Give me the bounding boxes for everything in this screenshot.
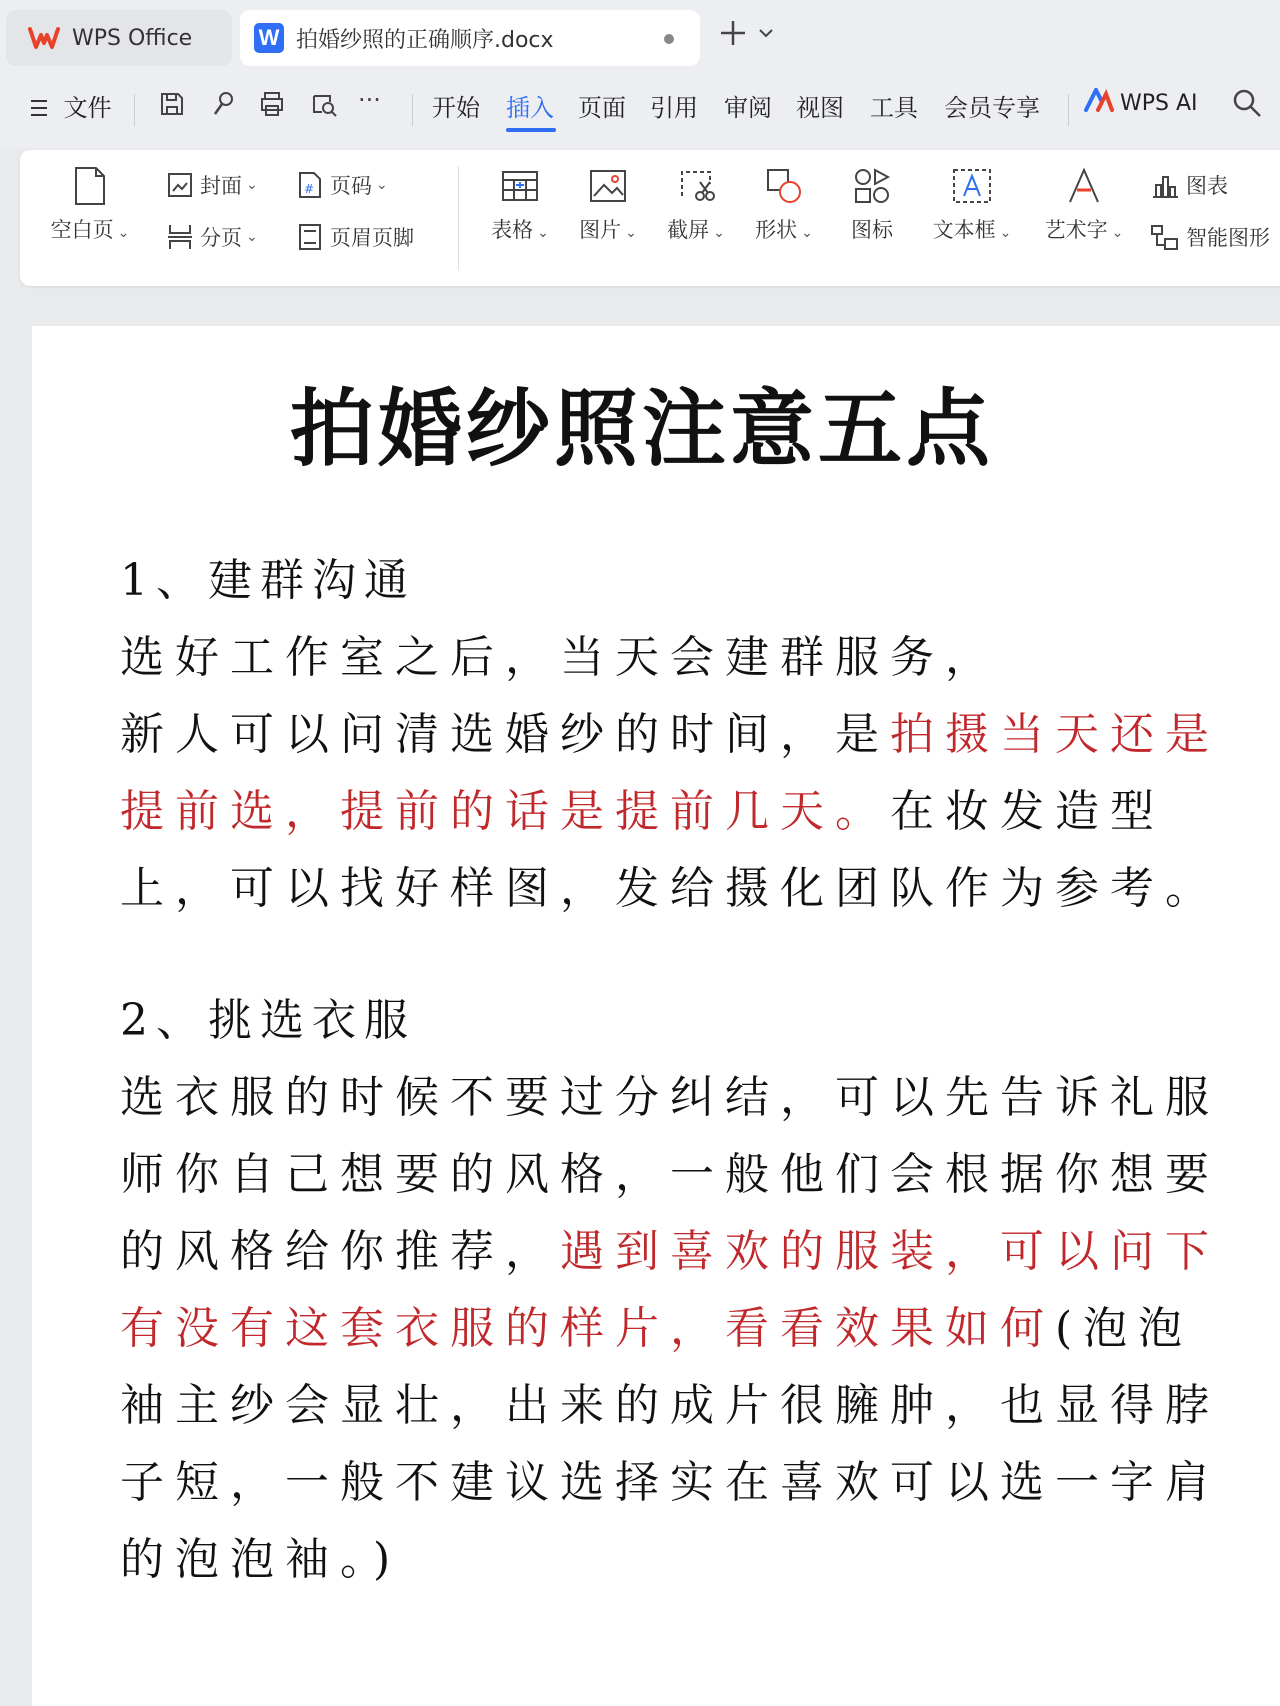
screenshot-button[interactable]	[660, 166, 732, 244]
divider	[458, 166, 459, 270]
divider	[134, 94, 135, 126]
menu-member[interactable]: 会员专享	[944, 94, 1040, 122]
wps-logo-icon	[28, 25, 60, 51]
hamburger-icon	[30, 94, 56, 122]
section-2-text-tail: (泡泡袖主纱会显壮，出来的成片很臃肿，也显得脖子短，一般不建议选择实在喜欢可以选一字肩的泡泡袖。)	[120, 1303, 1220, 1585]
page-break-icon	[166, 223, 194, 251]
tab-bar	[0, 0, 1280, 78]
table-button[interactable]	[484, 166, 556, 244]
textbox-icon	[950, 166, 994, 206]
cover-button[interactable]	[166, 170, 258, 200]
chevron-down-icon[interactable]	[758, 27, 774, 39]
file-menu[interactable]	[30, 88, 112, 123]
print-icon[interactable]	[258, 90, 286, 122]
section-1	[120, 542, 1240, 927]
chevron-down-icon: ⌄	[999, 225, 1012, 241]
chevron-down-icon: ⌄	[713, 225, 725, 241]
chevron-down-icon: ⌄	[801, 225, 813, 241]
print-preview-icon[interactable]	[308, 90, 338, 122]
wps-ai-button[interactable]	[1084, 88, 1198, 118]
chart-icon	[1150, 171, 1180, 199]
chevron-down-icon: ⌄	[376, 177, 388, 193]
table-icon	[500, 166, 540, 206]
wps-ai-label: WPS AI	[1120, 90, 1198, 116]
divider	[412, 94, 413, 126]
icon-label: 图标	[851, 218, 893, 242]
icons-library-icon	[852, 166, 892, 206]
section-2-paragraph	[120, 1059, 1240, 1598]
section-1-paragraph-2	[120, 696, 1240, 927]
document-title: 拍婚纱照注意五点	[289, 380, 994, 478]
smart-shape-label: 智能图形	[1186, 226, 1270, 250]
wordart-button[interactable]	[1036, 166, 1132, 244]
shape-button[interactable]	[748, 166, 820, 244]
picture-label: 图片	[579, 218, 622, 242]
smart-shape-button[interactable]	[1150, 222, 1270, 252]
plus-icon[interactable]	[718, 18, 748, 48]
save-icon[interactable]	[158, 90, 186, 122]
more-icon[interactable]: ···	[358, 86, 381, 114]
section-2-highlight: 遇到喜欢的服装，可以问下有没有这套衣服的样片，看看效果如何	[120, 1226, 1220, 1354]
wordart-label: 艺术字	[1044, 218, 1108, 242]
chevron-down-icon: ⌄	[537, 225, 549, 241]
menu-insert[interactable]: 插入	[506, 94, 554, 122]
menu-start[interactable]: 开始	[432, 94, 480, 122]
picture-button[interactable]	[572, 166, 644, 244]
tab-document-label: 拍婚纱照的正确顺序.docx	[296, 27, 554, 53]
chevron-down-icon: ⌄	[1111, 225, 1124, 241]
shape-icon	[764, 166, 804, 206]
header-footer-icon	[296, 223, 324, 251]
tab-document[interactable]	[240, 10, 700, 66]
blank-page-button[interactable]	[50, 166, 130, 244]
cover-icon	[166, 171, 194, 199]
svg-text:#: #	[304, 182, 315, 196]
new-tab-button[interactable]	[718, 18, 774, 48]
menu-view[interactable]: 视图	[796, 94, 844, 122]
tab-wps-office[interactable]	[6, 10, 232, 66]
textbox-button[interactable]	[924, 166, 1020, 244]
format-painter-icon[interactable]	[210, 90, 238, 122]
page-number-label: 页码	[330, 174, 372, 198]
blank-page-icon	[72, 166, 108, 206]
menu-tools[interactable]: 工具	[870, 94, 918, 122]
menu-review[interactable]: 审阅	[724, 94, 772, 122]
word-doc-icon: W	[254, 23, 284, 53]
insert-ribbon	[20, 150, 1280, 286]
section-1-heading: 1、建群沟通	[120, 555, 416, 606]
wordart-icon	[1064, 166, 1104, 206]
menu-bar	[0, 78, 1280, 148]
file-menu-label: 文件	[63, 94, 112, 122]
header-footer-button[interactable]	[296, 222, 414, 252]
header-footer-label: 页眉页脚	[330, 226, 414, 250]
section-1-paragraph-1: 选好工作室之后，当天会建群服务，	[120, 632, 1000, 683]
menu-page[interactable]: 页面	[578, 94, 626, 122]
page-break-label: 分页	[200, 226, 242, 250]
page-number-icon	[296, 171, 324, 199]
section-2-heading: 2、挑选衣服	[120, 995, 416, 1046]
section-1-text-tail: 在妆发造型上，可以找好样图，发给摄化团队作为参考。	[120, 786, 1220, 914]
icon-button[interactable]	[836, 166, 908, 244]
tab-wps-office-label: WPS Office	[72, 25, 193, 51]
document-page[interactable]	[32, 326, 1280, 1706]
unsaved-dot-icon[interactable]	[664, 34, 674, 44]
section-2	[120, 982, 1240, 1598]
search-icon[interactable]	[1232, 88, 1262, 122]
wps-ai-icon	[1084, 88, 1114, 118]
smart-shape-icon	[1150, 223, 1180, 251]
blank-page-label: 空白页	[50, 218, 114, 242]
page-number-button[interactable]	[296, 170, 388, 200]
chevron-down-icon: ⌄	[246, 177, 258, 193]
table-label: 表格	[491, 218, 534, 242]
textbox-label: 文本框	[932, 218, 996, 242]
section-1-text: 新人可以问清选婚纱的时间，是	[120, 709, 890, 760]
section-1-highlight: 拍摄当天还是提前选，提前的话是提前几天。	[120, 709, 1220, 837]
shape-label: 形状	[755, 218, 798, 242]
cover-label: 封面	[200, 174, 242, 198]
active-tab-indicator	[506, 128, 556, 132]
section-2-text: 选衣服的时候不要过分纠结，可以先告诉礼服师你自己想要的风格，一般他们会根据你想要的风格给你推荐，	[120, 1072, 1220, 1277]
picture-icon	[588, 166, 628, 206]
divider	[1068, 94, 1069, 126]
menu-references[interactable]: 引用	[650, 94, 698, 122]
chevron-down-icon: ⌄	[246, 229, 258, 245]
chart-label: 图表	[1186, 174, 1228, 198]
screenshot-label: 截屏	[667, 218, 710, 242]
page-break-button[interactable]	[166, 222, 258, 252]
chevron-down-icon: ⌄	[117, 225, 130, 241]
chevron-down-icon: ⌄	[625, 225, 637, 241]
chart-button[interactable]	[1150, 170, 1228, 200]
screenshot-icon	[676, 166, 716, 206]
